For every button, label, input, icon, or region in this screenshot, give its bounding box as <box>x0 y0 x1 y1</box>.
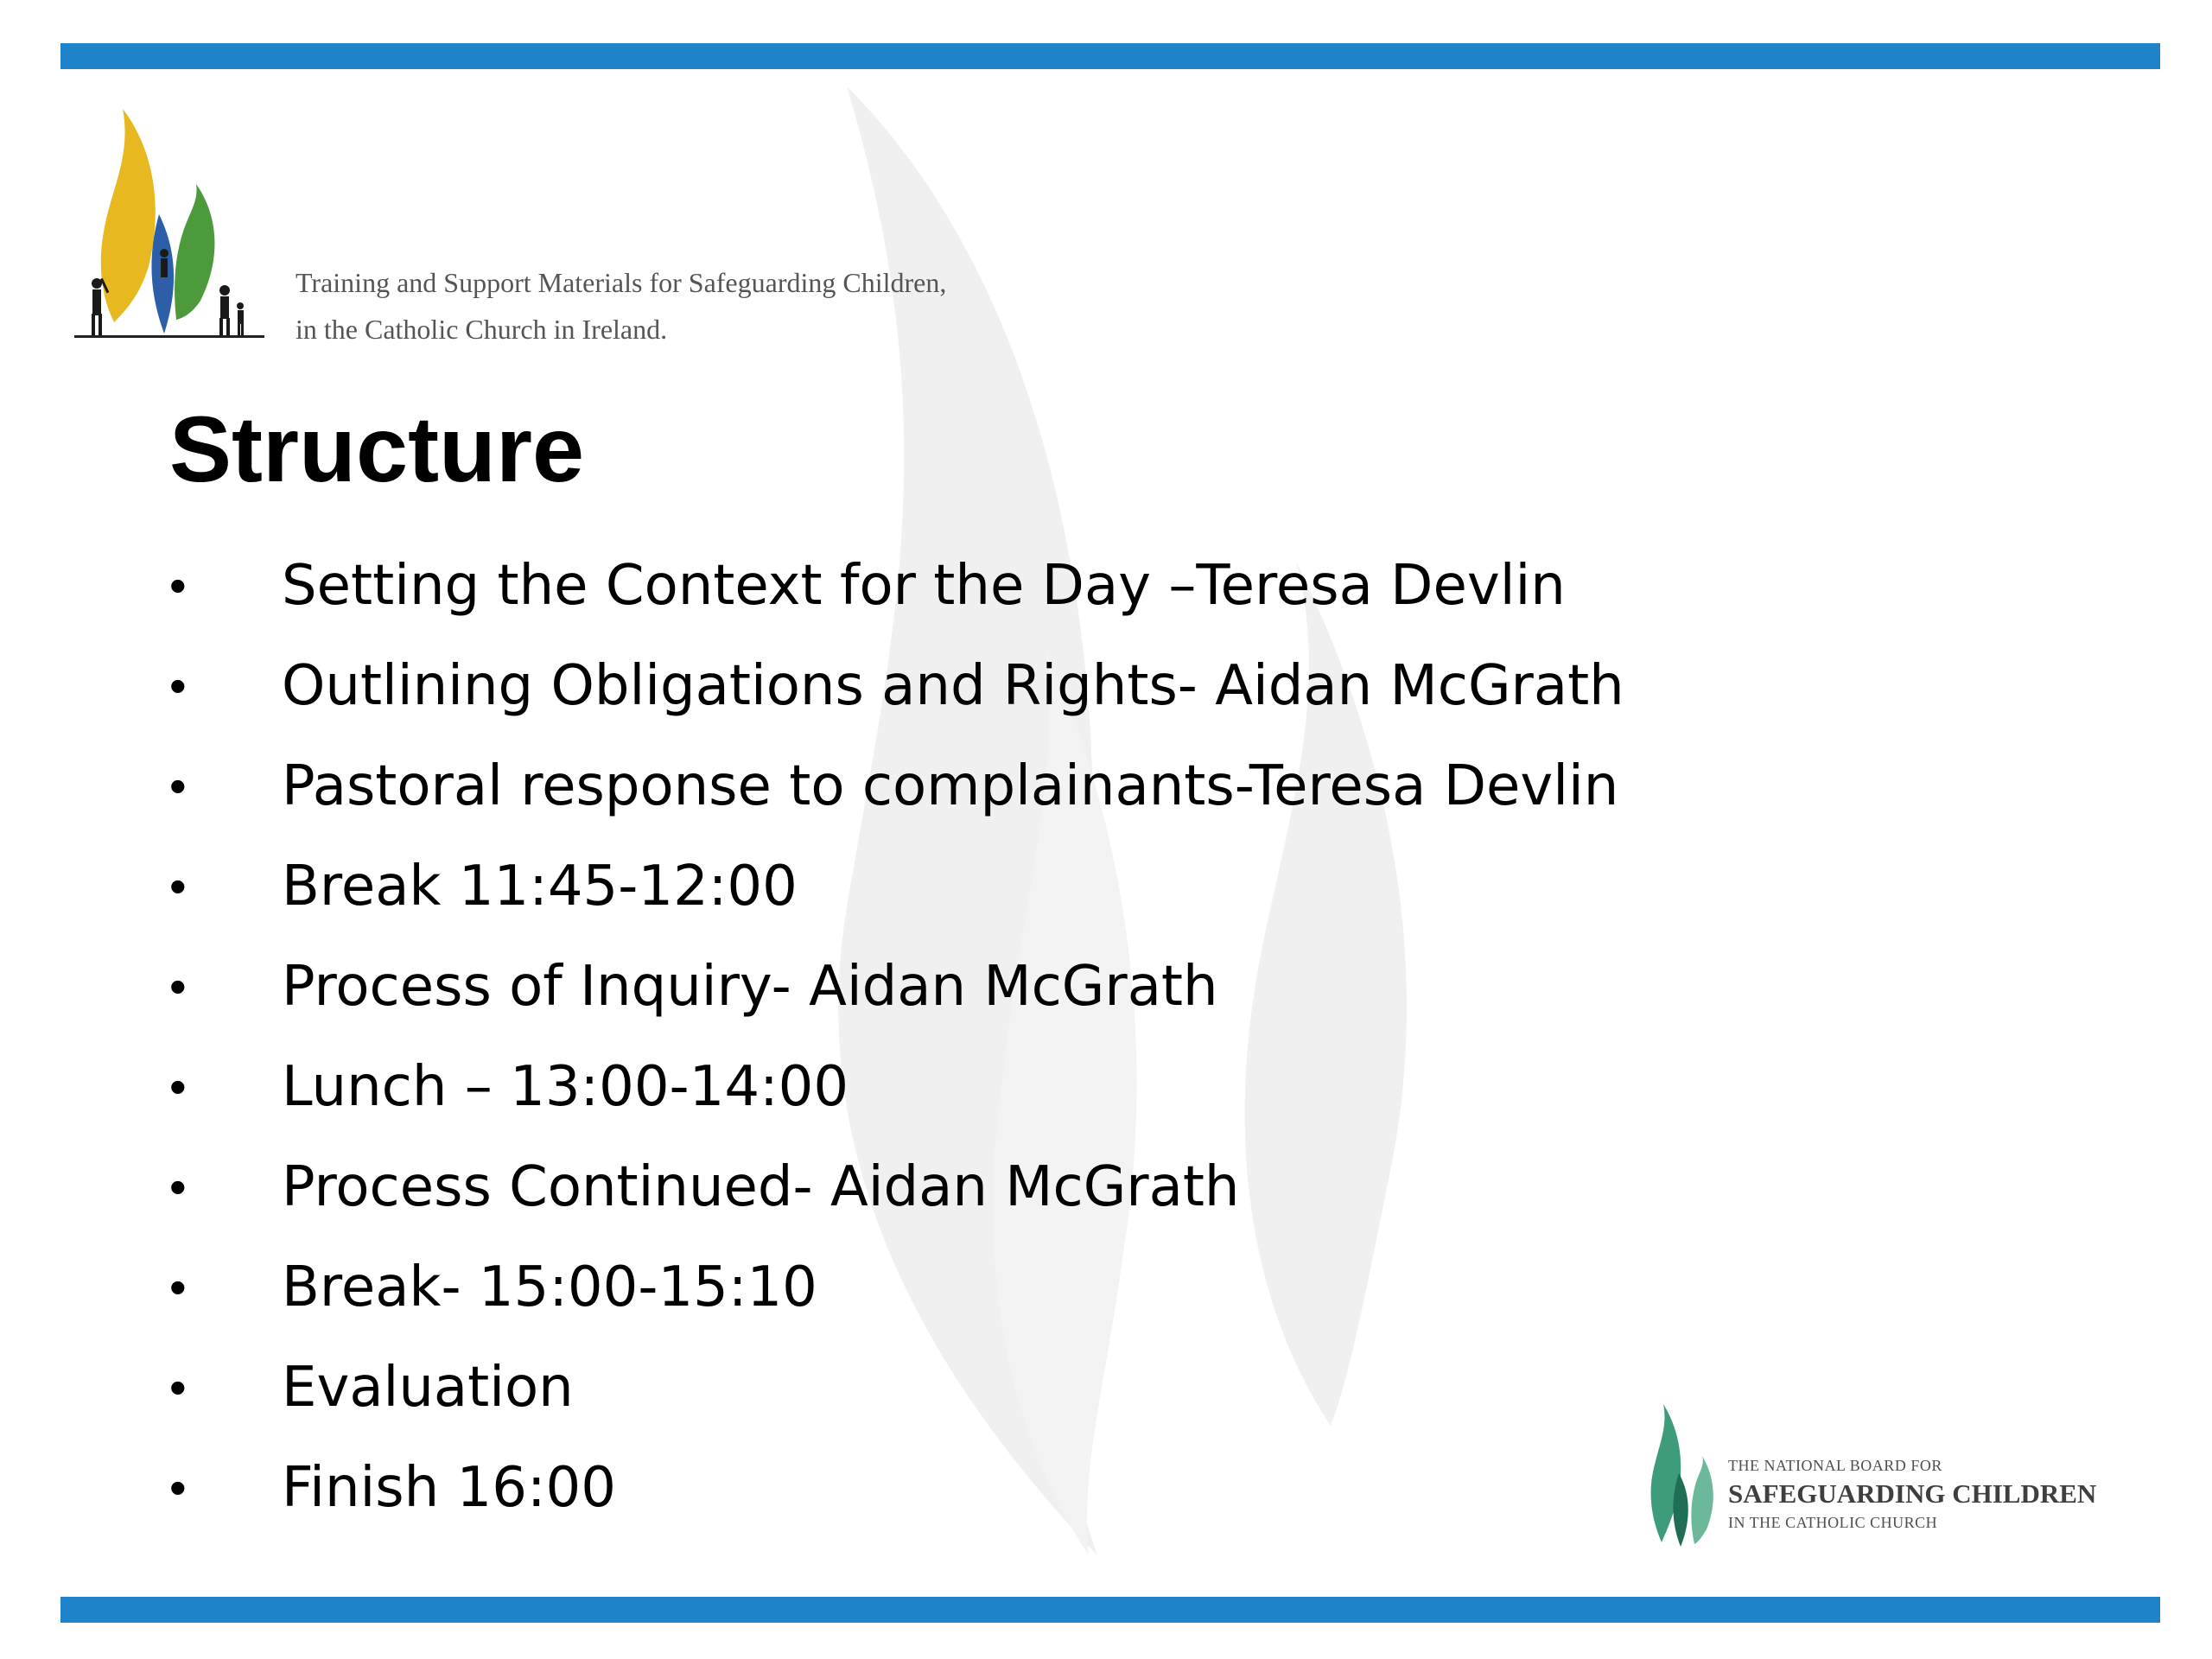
list-item-text: Break- 15:00-15:10 <box>282 1255 817 1319</box>
footer-org-line3: IN THE CATHOLIC CHURCH <box>1728 1514 1938 1531</box>
footer-org-line2: SAFEGUARDING CHILDREN <box>1728 1478 2097 1509</box>
bullet-icon: • <box>169 1059 187 1114</box>
list-item-text: Outlining Obligations and Rights- Aidan McGrath <box>282 654 1624 718</box>
list-item-text: Process Continued- Aidan McGrath <box>282 1155 1240 1219</box>
list-item-text: Break 11:45-12:00 <box>282 855 798 918</box>
bullet-icon: • <box>169 759 187 813</box>
bullet-icon: • <box>169 1460 187 1515</box>
list-item-text: Finish 16:00 <box>282 1456 616 1520</box>
bullet-icon: • <box>169 859 187 913</box>
bullet-icon: • <box>169 959 187 1014</box>
bullet-icon: • <box>169 558 187 613</box>
slide-title: Structure <box>169 397 585 501</box>
header-tagline-line1: Training and Support Materials for Safeguarding Children, <box>296 267 947 298</box>
flame-family-logo-icon <box>71 102 270 344</box>
footer-org-line1: THE NATIONAL BOARD FOR <box>1728 1457 1942 1474</box>
bullet-icon: • <box>169 1160 187 1214</box>
footer-org-name <box>1728 1454 2096 1534</box>
bullet-icon: • <box>169 1260 187 1314</box>
top-accent-bar <box>60 43 2160 69</box>
list-item-text: Pastoral response to complainants-Teresa Devlin <box>282 754 1619 818</box>
header-tagline <box>296 259 946 353</box>
list-item-text: Process of Inquiry- Aidan McGrath <box>282 955 1218 1019</box>
bullet-icon: • <box>169 1360 187 1414</box>
list-item-text: Evaluation <box>282 1356 574 1420</box>
list-item-text: Setting the Context for the Day –Teresa Devlin <box>282 554 1566 618</box>
list-item-text: Lunch – 13:00-14:00 <box>282 1055 849 1119</box>
header-tagline-line2: in the Catholic Church in Ireland. <box>296 314 668 345</box>
bullet-icon: • <box>169 658 187 713</box>
bottom-accent-bar <box>60 1597 2160 1623</box>
